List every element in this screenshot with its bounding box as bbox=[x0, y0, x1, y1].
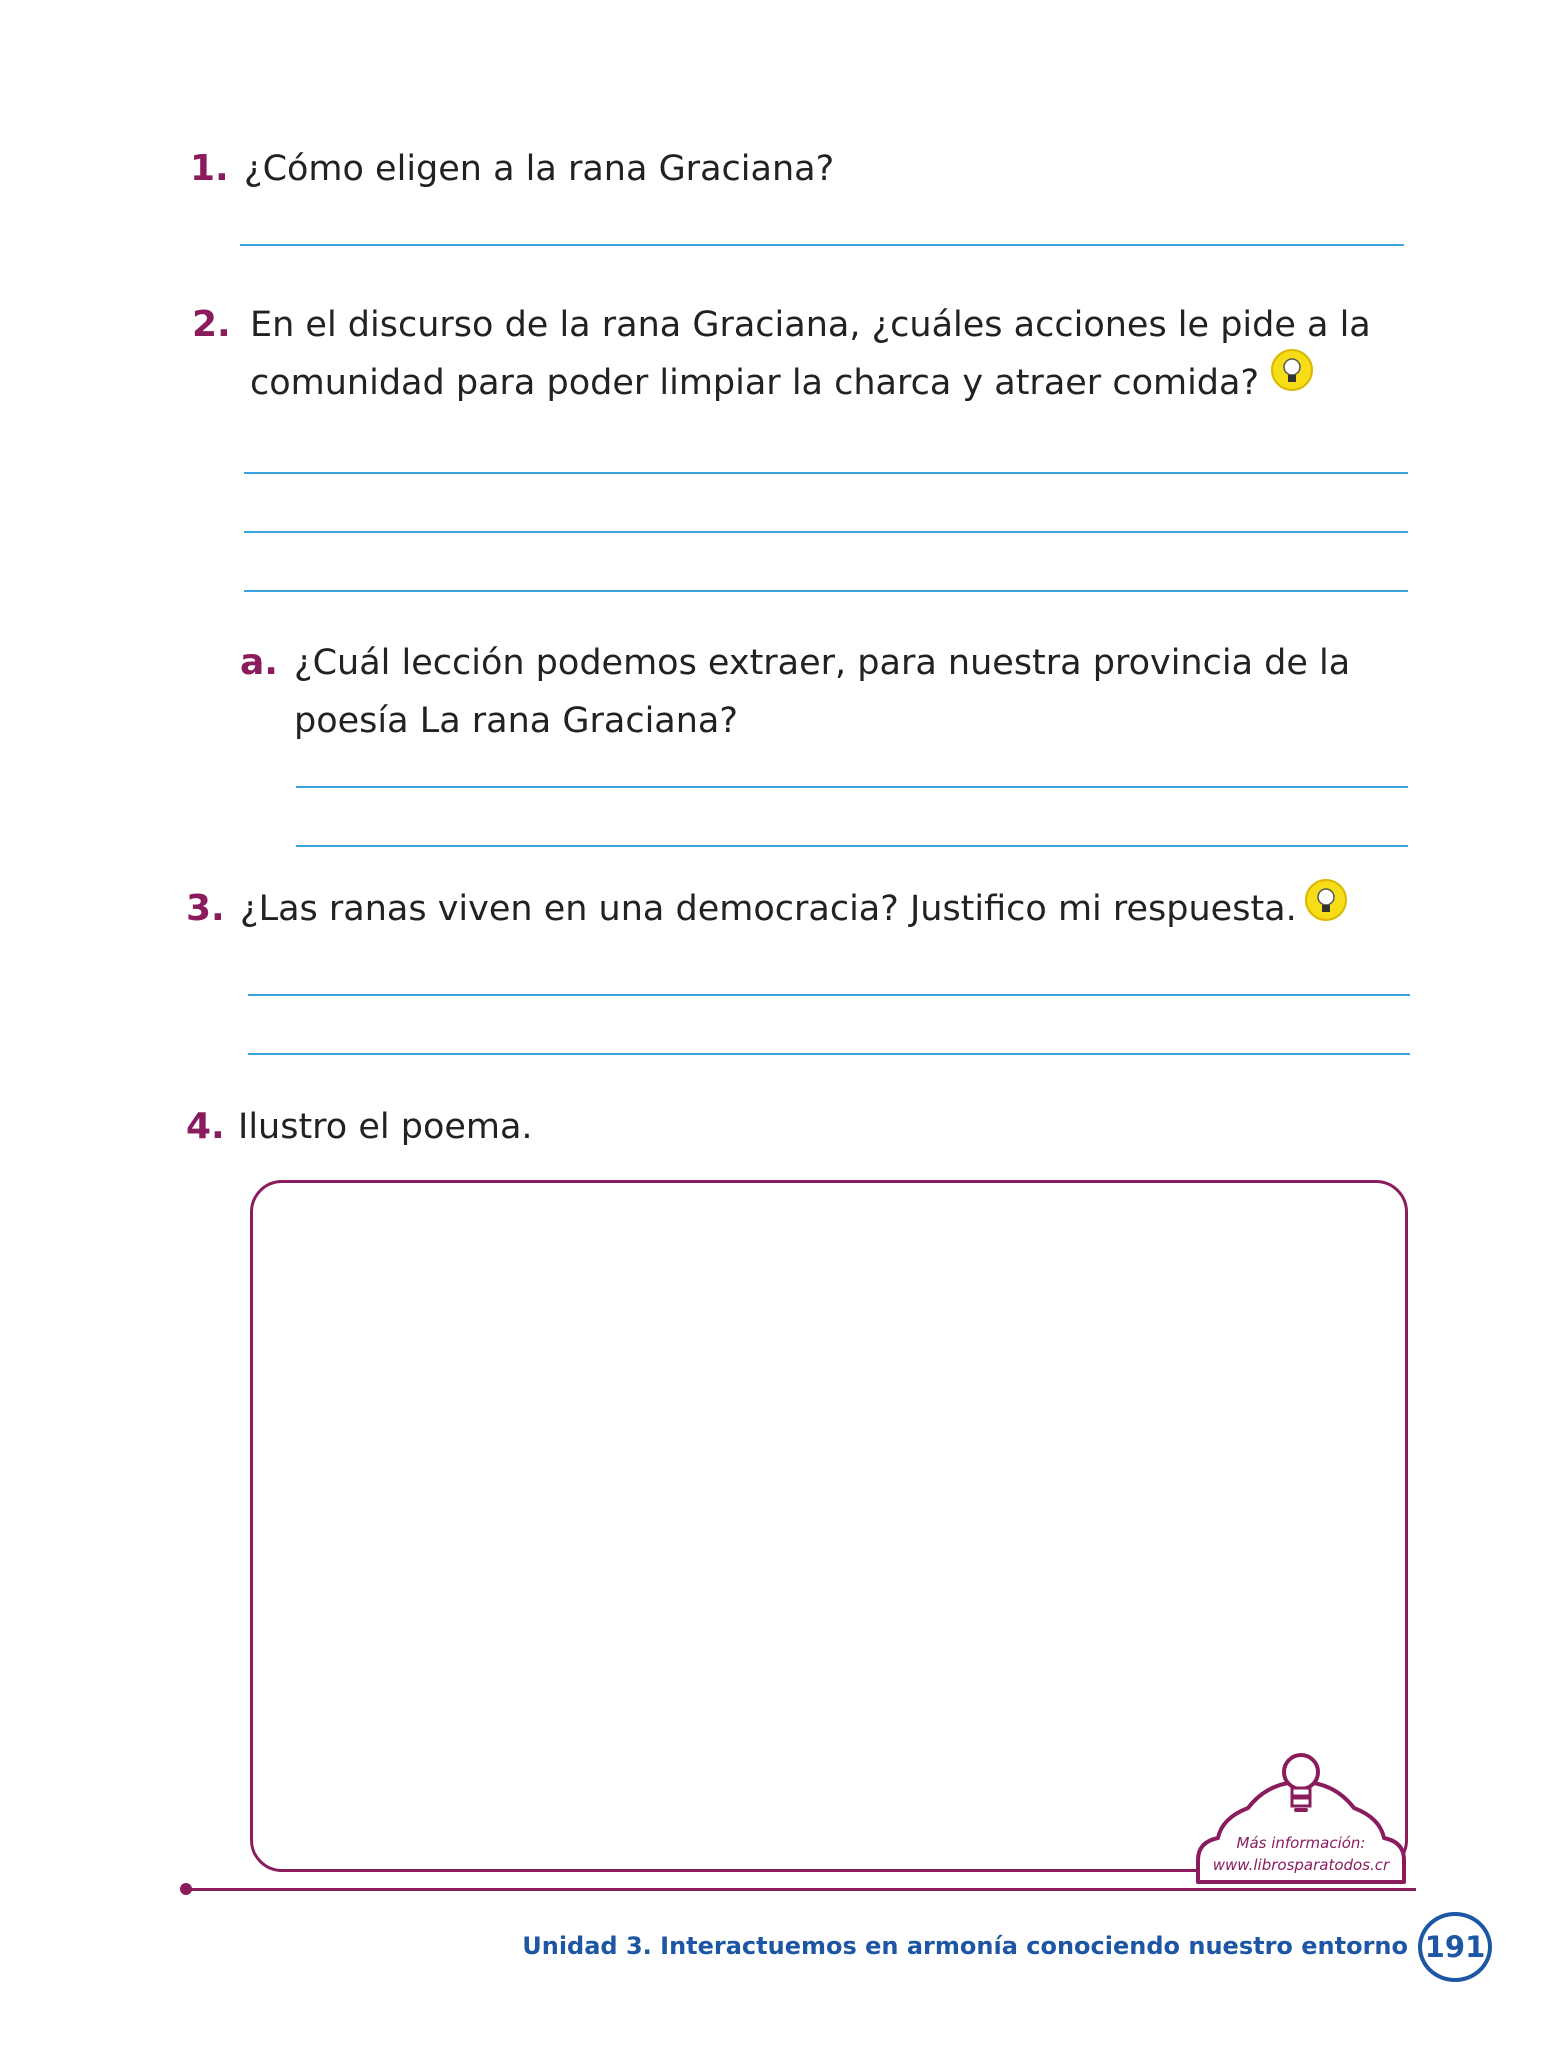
more-info-link[interactable]: www.librosparatodos.cr bbox=[1212, 1856, 1390, 1874]
question-2-text-line-2: comunidad para poder limpiar la charca y atraer comida? bbox=[250, 363, 1260, 403]
question-2-text-line-1: En el discurso de la rana Graciana, ¿cuáles acciones le pide a la bbox=[250, 305, 1371, 345]
answer-line[interactable] bbox=[248, 994, 1410, 996]
answer-line[interactable] bbox=[244, 472, 1408, 474]
question-2a-letter: a. bbox=[240, 642, 278, 683]
more-info-badge bbox=[1188, 1748, 1414, 1886]
more-info-label: Más información: bbox=[1236, 1834, 1366, 1852]
question-3-text: ¿Las ranas viven en una democracia? Justifico mi respuesta. bbox=[240, 889, 1297, 929]
question-2a-text-line-2: poesía La rana Graciana? bbox=[294, 701, 738, 741]
question-2a-text-line-1: ¿Cuál lección podemos extraer, para nuestra provincia de la bbox=[294, 643, 1351, 683]
answer-line[interactable] bbox=[296, 845, 1408, 847]
question-1-text: ¿Cómo eligen a la rana Graciana? bbox=[244, 149, 835, 189]
footer-divider-dot bbox=[180, 1883, 192, 1895]
unit-title: Unidad 3. Interactuemos en armonía conociendo nuestro entorno bbox=[522, 1932, 1408, 1960]
page-number: 191 bbox=[1418, 1912, 1492, 1982]
question-4-text: Ilustro el poema. bbox=[238, 1107, 533, 1147]
footer-divider bbox=[186, 1888, 1416, 1891]
answer-line[interactable] bbox=[296, 786, 1408, 788]
lightbulb-hint-icon bbox=[1304, 878, 1348, 922]
question-3-number: 3. bbox=[186, 888, 225, 929]
question-4-number: 4. bbox=[186, 1106, 225, 1147]
answer-line[interactable] bbox=[244, 590, 1408, 592]
question-2-number: 2. bbox=[192, 304, 231, 345]
answer-line[interactable] bbox=[240, 244, 1404, 246]
answer-line[interactable] bbox=[244, 531, 1408, 533]
question-1-number: 1. bbox=[190, 148, 229, 189]
answer-line[interactable] bbox=[248, 1053, 1410, 1055]
lightbulb-hint-icon bbox=[1270, 348, 1314, 392]
